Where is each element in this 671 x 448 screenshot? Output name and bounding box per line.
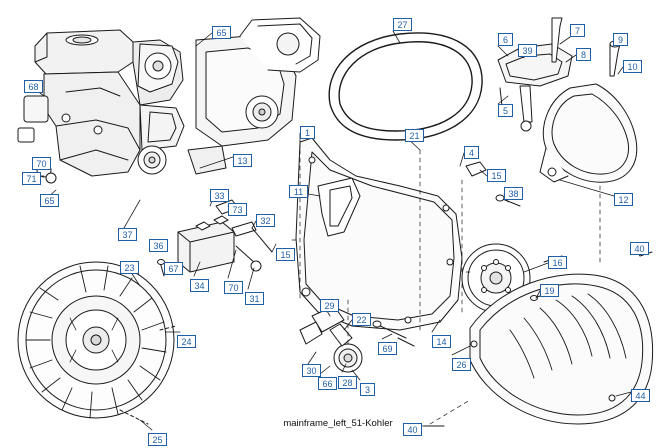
callout-67[interactable]: 67 bbox=[164, 262, 183, 275]
callout-40[interactable]: 40 bbox=[403, 423, 422, 436]
callout-11[interactable]: 11 bbox=[289, 185, 308, 198]
callout-36[interactable]: 36 bbox=[149, 239, 168, 252]
callout-68[interactable]: 68 bbox=[24, 80, 43, 93]
callout-26[interactable]: 26 bbox=[452, 358, 471, 371]
callout-6[interactable]: 6 bbox=[498, 33, 513, 46]
upper-shield bbox=[540, 84, 637, 182]
callout-70[interactable]: 70 bbox=[224, 281, 243, 294]
callout-39[interactable]: 39 bbox=[518, 44, 537, 57]
callout-23[interactable]: 23 bbox=[120, 261, 139, 274]
drive-belt bbox=[329, 33, 482, 140]
callout-44[interactable]: 44 bbox=[631, 389, 650, 402]
diagram-caption: mainframe_left_51-Kohler bbox=[283, 418, 393, 429]
callout-25[interactable]: 25 bbox=[148, 433, 167, 446]
callout-10[interactable]: 10 bbox=[623, 60, 642, 73]
callout-31[interactable]: 31 bbox=[245, 292, 264, 305]
callout-12[interactable]: 12 bbox=[614, 193, 633, 206]
battery-box bbox=[178, 200, 272, 272]
callout-3[interactable]: 3 bbox=[360, 383, 375, 396]
callout-30[interactable]: 30 bbox=[302, 364, 321, 377]
callout-65[interactable]: 65 bbox=[40, 194, 59, 207]
callout-16[interactable]: 16 bbox=[548, 256, 567, 269]
callout-29[interactable]: 29 bbox=[320, 299, 339, 312]
callout-37[interactable]: 37 bbox=[118, 228, 137, 241]
callout-28[interactable]: 28 bbox=[338, 376, 357, 389]
callout-27[interactable]: 27 bbox=[393, 18, 412, 31]
callout-73[interactable]: 73 bbox=[228, 203, 247, 216]
callout-34[interactable]: 34 bbox=[190, 279, 209, 292]
callout-40[interactable]: 40 bbox=[630, 242, 649, 255]
callout-1[interactable]: 1 bbox=[300, 126, 315, 139]
tire-assembly bbox=[18, 262, 176, 424]
callout-5[interactable]: 5 bbox=[498, 104, 513, 117]
callout-24[interactable]: 24 bbox=[177, 335, 196, 348]
callout-69[interactable]: 69 bbox=[378, 342, 397, 355]
callout-9[interactable]: 9 bbox=[613, 33, 628, 46]
callout-38[interactable]: 38 bbox=[504, 187, 523, 200]
callout-21[interactable]: 21 bbox=[405, 129, 424, 142]
callout-71[interactable]: 71 bbox=[22, 172, 41, 185]
callout-13[interactable]: 13 bbox=[233, 154, 252, 167]
callout-7[interactable]: 7 bbox=[570, 24, 585, 37]
callout-4[interactable]: 4 bbox=[464, 146, 479, 159]
callout-70[interactable]: 70 bbox=[32, 157, 51, 170]
callout-22[interactable]: 22 bbox=[352, 313, 371, 326]
callout-15[interactable]: 15 bbox=[487, 169, 506, 182]
callout-65[interactable]: 65 bbox=[212, 26, 231, 39]
callout-32[interactable]: 32 bbox=[256, 214, 275, 227]
callout-14[interactable]: 14 bbox=[432, 335, 451, 348]
callout-66[interactable]: 66 bbox=[318, 377, 337, 390]
callout-33[interactable]: 33 bbox=[210, 189, 229, 202]
callout-19[interactable]: 19 bbox=[540, 284, 559, 297]
callout-8[interactable]: 8 bbox=[576, 48, 591, 61]
callout-15[interactable]: 15 bbox=[276, 248, 295, 261]
